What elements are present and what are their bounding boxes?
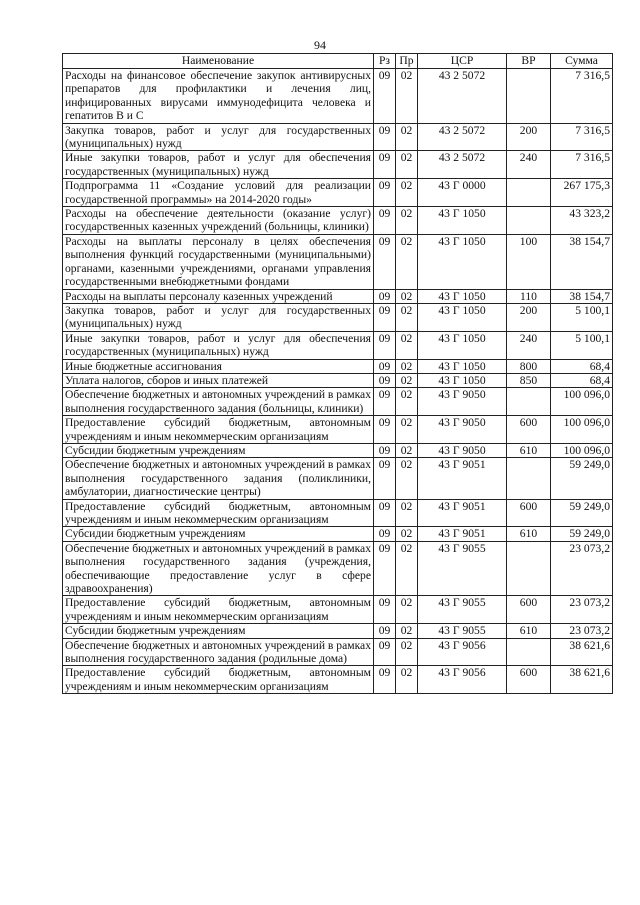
table-row <box>63 458 613 499</box>
cell-csr: 43 Г 9055 <box>418 596 507 624</box>
cell-name: Расходы на обеспечение деятельности (оказание услуг) государственных казенных учреждений (больницы, клиники) <box>63 207 374 235</box>
cell-rz: 09 <box>374 624 396 638</box>
cell-name: Закупка товаров, работ и услуг для государственных (муниципальных) нужд <box>63 123 374 151</box>
table-row <box>63 373 613 387</box>
table-row <box>63 303 613 331</box>
cell-name: Обеспечение бюджетных и автономных учреждений в рамках выполнения государственного задания (поликлиники, амбулатории, диагностические центры) <box>63 458 374 499</box>
cell-name: Предоставление субсидий бюджетным, автономным учреждениям и иным некоммерческим организациям <box>63 416 374 444</box>
cell-sum: 100 096,0 <box>551 443 613 457</box>
budget-table <box>62 53 613 694</box>
cell-rz: 09 <box>374 458 396 499</box>
cell-rz: 09 <box>374 331 396 359</box>
cell-name: Подпрограмма 11 «Создание условий для реализации государственной программы» на 2014-2020 годы» <box>63 179 374 207</box>
cell-pr: 02 <box>396 123 418 151</box>
cell-name: Предоставление субсидий бюджетным, автономным учреждениям и иным некоммерческим организациям <box>63 499 374 527</box>
page-number: 94 <box>314 38 326 52</box>
cell-vr: 610 <box>507 624 551 638</box>
cell-sum: 38 154,7 <box>551 289 613 303</box>
header-rz: Рз <box>374 54 396 69</box>
cell-csr: 43 Г 9056 <box>418 638 507 666</box>
cell-vr: 600 <box>507 596 551 624</box>
cell-vr <box>507 638 551 666</box>
cell-sum: 23 073,2 <box>551 596 613 624</box>
cell-pr: 02 <box>396 207 418 235</box>
table-row <box>63 666 613 694</box>
cell-rz: 09 <box>374 123 396 151</box>
cell-vr: 600 <box>507 499 551 527</box>
cell-pr: 02 <box>396 458 418 499</box>
cell-pr: 02 <box>396 541 418 596</box>
cell-csr: 43 2 5072 <box>418 151 507 179</box>
cell-csr: 43 Г 1050 <box>418 207 507 235</box>
cell-sum: 59 249,0 <box>551 527 613 541</box>
cell-sum: 23 073,2 <box>551 624 613 638</box>
cell-vr: 610 <box>507 527 551 541</box>
cell-csr: 43 Г 1050 <box>418 331 507 359</box>
cell-csr: 43 Г 0000 <box>418 179 507 207</box>
header-sum: Сумма <box>551 54 613 69</box>
cell-sum: 43 323,2 <box>551 207 613 235</box>
cell-rz: 09 <box>374 499 396 527</box>
cell-pr: 02 <box>396 666 418 694</box>
cell-pr: 02 <box>396 303 418 331</box>
cell-pr: 02 <box>396 388 418 416</box>
cell-sum: 7 316,5 <box>551 69 613 124</box>
cell-rz: 09 <box>374 289 396 303</box>
table-row <box>63 331 613 359</box>
cell-sum: 38 621,6 <box>551 638 613 666</box>
cell-pr: 02 <box>396 234 418 289</box>
cell-rz: 09 <box>374 638 396 666</box>
table-row <box>63 234 613 289</box>
cell-name: Обеспечение бюджетных и автономных учреждений в рамках выполнения государственного задания (учреждения, обеспечивающие предоставление услуг в сфере здравоохранения) <box>63 541 374 596</box>
table-row <box>63 541 613 596</box>
cell-vr <box>507 179 551 207</box>
cell-sum: 59 249,0 <box>551 458 613 499</box>
table-header-row <box>63 54 613 69</box>
cell-csr: 43 2 5072 <box>418 123 507 151</box>
cell-sum: 7 316,5 <box>551 151 613 179</box>
cell-name: Субсидии бюджетным учреждениям <box>63 443 374 457</box>
cell-name: Субсидии бюджетным учреждениям <box>63 624 374 638</box>
cell-sum: 68,4 <box>551 373 613 387</box>
cell-vr <box>507 458 551 499</box>
cell-csr: 43 Г 9056 <box>418 666 507 694</box>
cell-sum: 7 316,5 <box>551 123 613 151</box>
table-row <box>63 123 613 151</box>
cell-pr: 02 <box>396 289 418 303</box>
cell-name: Предоставление субсидий бюджетным, автономным учреждениям и иным некоммерческим организациям <box>63 596 374 624</box>
cell-name: Расходы на финансовое обеспечение закупок антивирусных препаратов для профилактики и лечения лиц, инфицированных вирусами иммунодефицита человека и гепатитов В и С <box>63 69 374 124</box>
cell-name: Расходы на выплаты персоналу в целях обеспечения выполнения функций государственными (муниципальными) органами, казенными учреждениями, органами управления государственными внебюджетными фондами <box>63 234 374 289</box>
table-row <box>63 69 613 124</box>
table-row <box>63 289 613 303</box>
cell-name: Расходы на выплаты персоналу казенных учреждений <box>63 289 374 303</box>
cell-sum: 23 073,2 <box>551 541 613 596</box>
header-pr: Пр <box>396 54 418 69</box>
cell-csr: 43 Г 9055 <box>418 541 507 596</box>
cell-vr: 240 <box>507 151 551 179</box>
cell-rz: 09 <box>374 388 396 416</box>
cell-rz: 09 <box>374 303 396 331</box>
cell-csr: 43 Г 1050 <box>418 234 507 289</box>
cell-csr: 43 Г 9051 <box>418 527 507 541</box>
cell-pr: 02 <box>396 331 418 359</box>
cell-sum: 38 154,7 <box>551 234 613 289</box>
table-row <box>63 499 613 527</box>
cell-pr: 02 <box>396 443 418 457</box>
cell-name: Закупка товаров, работ и услуг для государственных (муниципальных) нужд <box>63 303 374 331</box>
cell-pr: 02 <box>396 359 418 373</box>
cell-vr: 800 <box>507 359 551 373</box>
cell-csr: 43 Г 1050 <box>418 359 507 373</box>
cell-sum: 267 175,3 <box>551 179 613 207</box>
cell-vr: 600 <box>507 416 551 444</box>
cell-sum: 68,4 <box>551 359 613 373</box>
cell-vr: 240 <box>507 331 551 359</box>
cell-vr <box>507 388 551 416</box>
cell-rz: 09 <box>374 596 396 624</box>
cell-rz: 09 <box>374 359 396 373</box>
cell-vr: 110 <box>507 289 551 303</box>
cell-rz: 09 <box>374 666 396 694</box>
cell-sum: 38 621,6 <box>551 666 613 694</box>
cell-csr: 43 Г 1050 <box>418 289 507 303</box>
table-row <box>63 624 613 638</box>
table-row <box>63 596 613 624</box>
cell-vr: 850 <box>507 373 551 387</box>
cell-vr: 200 <box>507 303 551 331</box>
header-csr: ЦСР <box>418 54 507 69</box>
cell-rz: 09 <box>374 416 396 444</box>
cell-vr <box>507 69 551 124</box>
cell-rz: 09 <box>374 443 396 457</box>
cell-rz: 09 <box>374 541 396 596</box>
cell-rz: 09 <box>374 527 396 541</box>
cell-pr: 02 <box>396 69 418 124</box>
cell-name: Обеспечение бюджетных и автономных учреждений в рамках выполнения государственного задания (больницы, клиники) <box>63 388 374 416</box>
cell-rz: 09 <box>374 179 396 207</box>
cell-vr: 610 <box>507 443 551 457</box>
cell-rz: 09 <box>374 234 396 289</box>
table-row <box>63 638 613 666</box>
cell-csr: 43 Г 9051 <box>418 458 507 499</box>
table-row <box>63 388 613 416</box>
cell-name: Уплата налогов, сборов и иных платежей <box>63 373 374 387</box>
header-vr: ВР <box>507 54 551 69</box>
cell-csr: 43 Г 1050 <box>418 373 507 387</box>
cell-name: Иные закупки товаров, работ и услуг для обеспечения государственных (муниципальных) нужд <box>63 331 374 359</box>
cell-rz: 09 <box>374 207 396 235</box>
cell-rz: 09 <box>374 373 396 387</box>
cell-pr: 02 <box>396 527 418 541</box>
cell-csr: 43 Г 1050 <box>418 303 507 331</box>
cell-sum: 5 100,1 <box>551 303 613 331</box>
cell-name: Иные бюджетные ассигнования <box>63 359 374 373</box>
cell-csr: 43 Г 9050 <box>418 388 507 416</box>
cell-vr <box>507 541 551 596</box>
cell-sum: 100 096,0 <box>551 388 613 416</box>
cell-rz: 09 <box>374 69 396 124</box>
table-row <box>63 151 613 179</box>
cell-rz: 09 <box>374 151 396 179</box>
cell-sum: 59 249,0 <box>551 499 613 527</box>
cell-pr: 02 <box>396 596 418 624</box>
cell-csr: 43 Г 9055 <box>418 624 507 638</box>
cell-vr: 600 <box>507 666 551 694</box>
cell-vr: 200 <box>507 123 551 151</box>
table-row <box>63 179 613 207</box>
table-row <box>63 207 613 235</box>
cell-csr: 43 Г 9051 <box>418 499 507 527</box>
cell-csr: 43 Г 9050 <box>418 443 507 457</box>
cell-pr: 02 <box>396 373 418 387</box>
cell-vr <box>507 207 551 235</box>
cell-sum: 100 096,0 <box>551 416 613 444</box>
table-row <box>63 416 613 444</box>
cell-csr: 43 2 5072 <box>418 69 507 124</box>
table-row <box>63 359 613 373</box>
table-row <box>63 527 613 541</box>
cell-name: Субсидии бюджетным учреждениям <box>63 527 374 541</box>
cell-pr: 02 <box>396 638 418 666</box>
cell-pr: 02 <box>396 416 418 444</box>
header-name: Наименование <box>63 54 374 69</box>
cell-pr: 02 <box>396 151 418 179</box>
cell-sum: 5 100,1 <box>551 331 613 359</box>
cell-pr: 02 <box>396 624 418 638</box>
cell-pr: 02 <box>396 499 418 527</box>
cell-name: Предоставление субсидий бюджетным, автономным учреждениям и иным некоммерческим организациям <box>63 666 374 694</box>
cell-vr: 100 <box>507 234 551 289</box>
cell-name: Иные закупки товаров, работ и услуг для обеспечения государственных (муниципальных) нужд <box>63 151 374 179</box>
cell-name: Обеспечение бюджетных и автономных учреждений в рамках выполнения государственного задания (родильные дома) <box>63 638 374 666</box>
cell-csr: 43 Г 9050 <box>418 416 507 444</box>
cell-pr: 02 <box>396 179 418 207</box>
table-row <box>63 443 613 457</box>
